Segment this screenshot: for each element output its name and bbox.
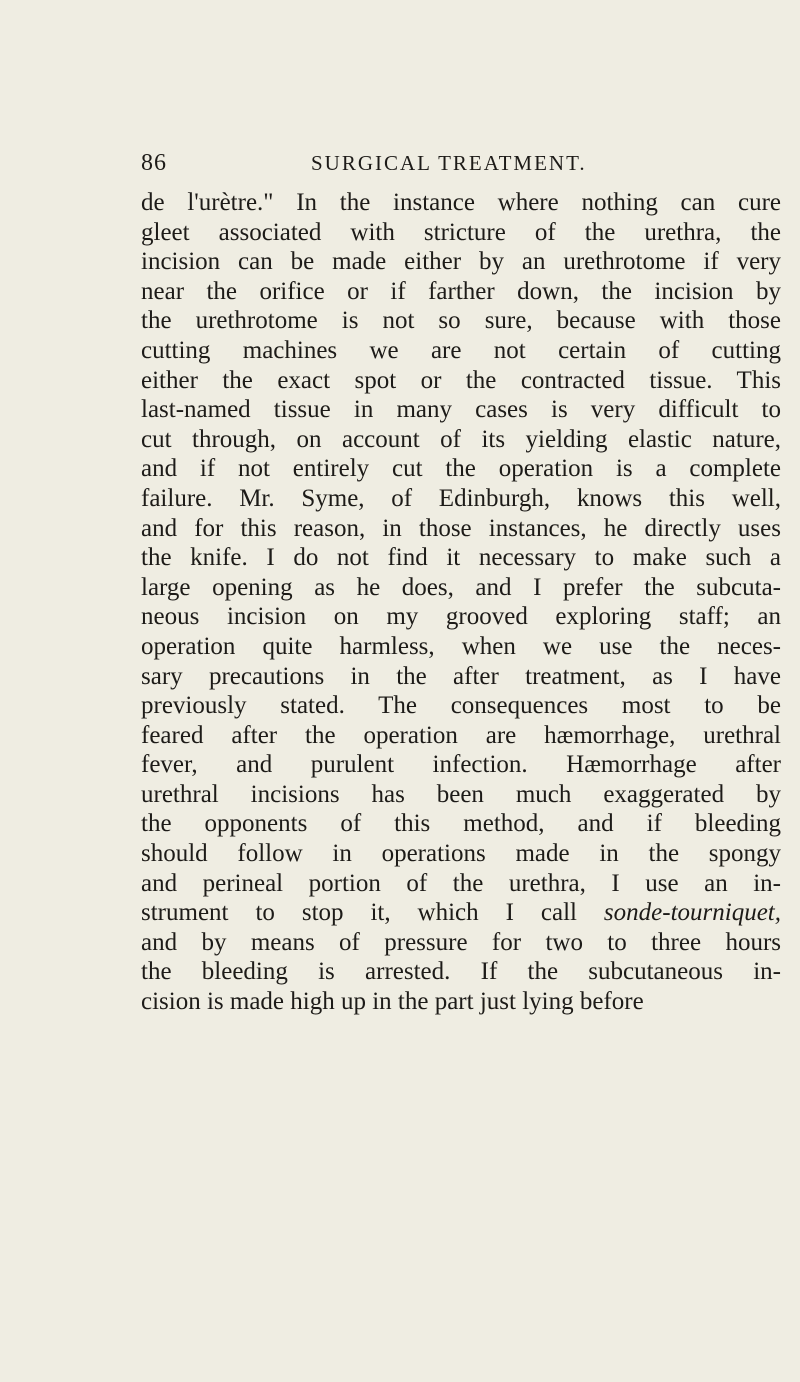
text-line: the knife. I do not find it necessary to make such a xyxy=(141,544,781,572)
text-line: de l'urètre." In the instance where nothing can cure xyxy=(141,189,781,216)
text-line: the urethrotome is not so sure, because with those xyxy=(141,307,781,335)
italic-term: sonde-tourniquet, xyxy=(603,899,781,927)
text-line: urethral incisions has been much exaggerated by xyxy=(141,780,781,808)
text-line: near the orifice or if farther down, the incision by xyxy=(141,277,781,305)
text-line: and for this reason, in those instances, he directly uses xyxy=(141,514,781,542)
text-line: should follow in operations made in the spongy xyxy=(141,840,781,868)
text-line: cutting machines we are not certain of cutting xyxy=(141,336,781,364)
text-line: neous incision on my grooved exploring staff; an xyxy=(141,603,781,631)
text-line: the opponents of this method, and if bleeding xyxy=(141,810,781,838)
chapter-title: SURGICAL TREATMENT. xyxy=(311,151,587,175)
text-segment: strument to stop it, which I call xyxy=(141,899,604,927)
text-line: operation quite harmless, when we use the neces- xyxy=(141,632,781,660)
text-line: gleet associated with stricture of the urethra, the xyxy=(141,218,781,246)
text-line: fever, and purulent infection. Hæmorrhage after xyxy=(141,751,781,779)
text-line: cut through, on account of its yielding elastic nature, xyxy=(141,425,781,453)
text-line: and if not entirely cut the operation is a complete xyxy=(141,455,781,483)
text-line: cision is made high up in the part just lying before xyxy=(141,988,644,1016)
text-line: failure. Mr. Syme, of Edinburgh, knows this well, xyxy=(141,484,781,512)
text-line: previously stated. The consequences most to be xyxy=(141,692,781,720)
text-line: either the exact spot or the contracted tissue. This xyxy=(141,366,781,394)
text-line: and perineal portion of the urethra, I use an in- xyxy=(141,869,781,897)
text-line: incision can be made either by an urethrotome if very xyxy=(141,248,781,276)
text-line: last-named tissue in many cases is very difficult to xyxy=(141,396,781,424)
page-number: 86 xyxy=(141,150,167,176)
text-line xyxy=(141,898,781,928)
text-line: sary precautions in the after treatment, as I have xyxy=(141,662,781,690)
body-text xyxy=(141,188,781,1017)
running-head xyxy=(141,146,781,180)
text-line: the bleeding is arrested. If the subcutaneous in- xyxy=(141,958,781,986)
text-line: large opening as he does, and I prefer the subcuta- xyxy=(141,573,781,601)
text-line: and by means of pressure for two to three hours xyxy=(141,928,781,956)
text-line: feared after the operation are hæmorrhage, urethral xyxy=(141,721,781,749)
